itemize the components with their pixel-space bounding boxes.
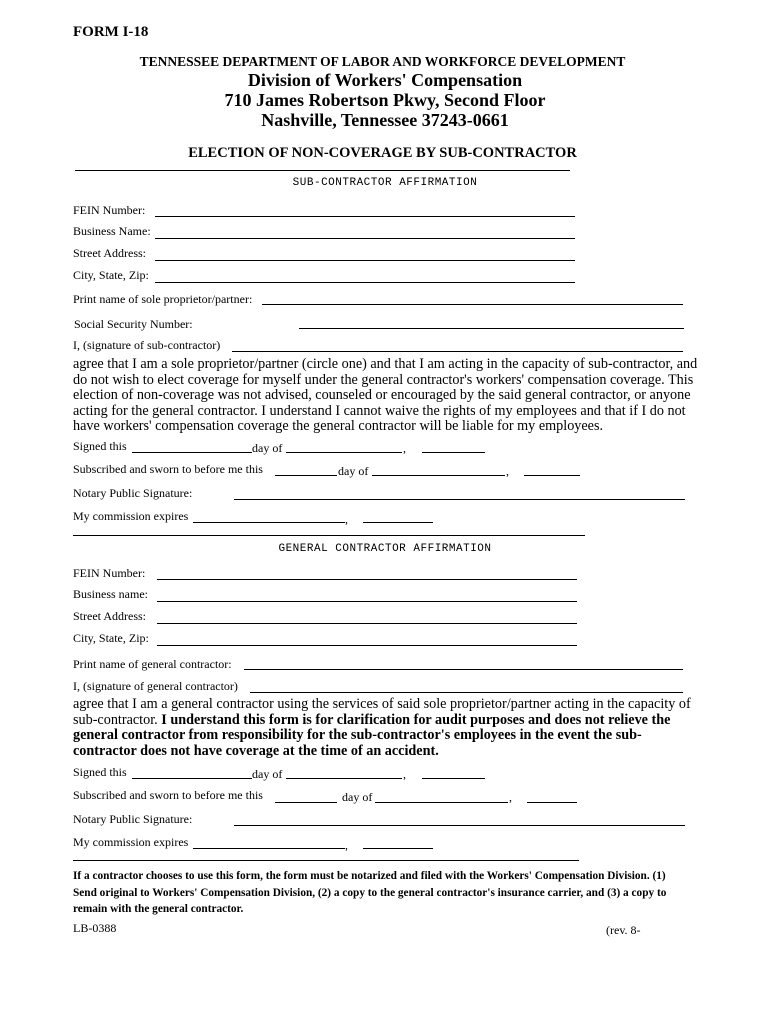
division-name: Division of Workers' Compensation: [247, 70, 523, 90]
sub-notary-field[interactable]: [234, 499, 685, 500]
sub-subscribed-day-field[interactable]: [275, 475, 337, 476]
division-street: 710 James Robertson Pkwy, Second Floor: [224, 90, 546, 110]
sub-print-name-label: Print name of sole proprietor/partner:: [73, 292, 253, 306]
sub-ssn-field[interactable]: [299, 328, 684, 329]
sub-street-label: Street Address:: [73, 246, 146, 260]
sub-signed-year-field[interactable]: [422, 452, 485, 453]
sub-business-label: Business Name:: [73, 224, 151, 238]
section-divider: [73, 535, 585, 536]
sub-city-field[interactable]: [155, 282, 575, 283]
gen-city-field[interactable]: [157, 645, 577, 646]
gen-notary-label: Notary Public Signature:: [73, 812, 193, 826]
footer-divider: [73, 860, 579, 861]
gen-commission-date-field[interactable]: [193, 848, 345, 849]
sub-city-label: City, State, Zip:: [73, 268, 149, 282]
sub-subscribed-label: Subscribed and sworn to before me this: [73, 462, 263, 476]
gen-notary-field[interactable]: [234, 825, 685, 826]
sub-notary-label: Notary Public Signature:: [73, 486, 193, 500]
form-title: ELECTION OF NON-COVERAGE BY SUB-CONTRACTOR: [188, 145, 577, 161]
gen-subscribed-day-of-label: day of: [342, 790, 373, 804]
sub-subscribed-day-of-label: day of: [338, 464, 369, 478]
sub-street-field[interactable]: [155, 260, 575, 261]
division-city: Nashville, Tennessee 37243-0661: [261, 110, 509, 130]
sub-subscribed-comma: ,: [506, 464, 509, 478]
form-id: FORM I-18: [73, 24, 149, 40]
gen-subscribed-day-field[interactable]: [275, 802, 337, 803]
gen-print-name-label: Print name of general contractor:: [73, 657, 232, 671]
sub-signed-day-field[interactable]: [132, 452, 252, 453]
gen-commission-comma: ,: [345, 838, 348, 852]
sub-subscribed-year-field[interactable]: [524, 475, 580, 476]
gen-commission-label: My commission expires: [73, 835, 189, 849]
form-code: LB-0388: [73, 921, 117, 935]
gen-subscribed-label: Subscribed and sworn to before me this: [73, 788, 263, 802]
sub-fein-field[interactable]: [155, 216, 575, 217]
gen-paragraph-plain: agree that I am a general contractor using the services of said sole proprietor/partner acting in the capacity of sub-contractor.: [73, 696, 691, 728]
sub-subscribed-month-field[interactable]: [372, 475, 505, 476]
sub-signature-label: I, (signature of sub-contractor): [73, 338, 221, 352]
sub-affirmation-paragraph: agree that I am a sole proprietor/partner (circle one) and that I am acting in the capacity of sub-contractor, and do not wish to elect coverage for myself under the general contractor's workers' compensation coverage. This election of non-coverage was not advised, counseled or encouraged by the said general contractor, or anyone acting for the general contractor. I understand I cannot waive the rights of my employees and that if I do not have workers' compensation coverage the general contractor will be liable for my employees.: [73, 356, 698, 434]
gen-print-name-field[interactable]: [244, 669, 683, 670]
gen-section-heading: GENERAL CONTRACTOR AFFIRMATION: [278, 543, 492, 555]
sub-signed-comma: ,: [403, 441, 406, 455]
gen-business-field[interactable]: [157, 601, 577, 602]
gen-commission-year-field[interactable]: [363, 848, 433, 849]
sub-day-of-label: day of: [252, 441, 283, 455]
gen-affirmation-paragraph: [73, 697, 703, 759]
gen-signed-this-label: Signed this: [73, 765, 127, 779]
revision-note: (rev. 8-: [606, 923, 641, 937]
department-name: TENNESSEE DEPARTMENT OF LABOR AND WORKFORCE DEVELOPMENT: [139, 54, 626, 69]
gen-city-label: City, State, Zip:: [73, 631, 149, 645]
sub-commission-comma: ,: [345, 512, 348, 526]
sub-fein-label: FEIN Number:: [73, 203, 146, 217]
filing-instructions: If a contractor chooses to use this form, the form must be notarized and filed with the Workers' Compensation Division. (1) Send original to Workers' Compensation Division, (2) a copy to the general contractor's insurance carrier, and (3) a copy to remain with the general contractor.: [73, 870, 667, 915]
gen-signed-comma: ,: [403, 767, 406, 781]
sub-commission-label: My commission expires: [73, 509, 189, 523]
gen-fein-label: FEIN Number:: [73, 566, 146, 580]
gen-subscribed-comma: ,: [509, 790, 512, 804]
gen-business-label: Business name:: [73, 587, 148, 601]
sub-signed-this-label: Signed this: [73, 439, 127, 453]
sub-print-name-field[interactable]: [262, 304, 683, 305]
sub-ssn-label: Social Security Number:: [74, 317, 193, 331]
sub-commission-year-field[interactable]: [363, 522, 433, 523]
gen-signature-field[interactable]: [250, 692, 683, 693]
gen-signed-day-field[interactable]: [132, 778, 252, 779]
gen-subscribed-month-field[interactable]: [375, 802, 508, 803]
gen-paragraph-bold: I understand this form is for clarification for audit purposes and does not relieve the general contractor from responsibility for the sub-contractor's employees in the event the sub-contractor does not have coverage at the time of an accident.: [73, 711, 671, 759]
gen-street-label: Street Address:: [73, 609, 146, 623]
gen-street-field[interactable]: [157, 623, 577, 624]
gen-subscribed-year-field[interactable]: [527, 802, 577, 803]
gen-fein-field[interactable]: [157, 579, 577, 580]
sub-business-field[interactable]: [155, 238, 575, 239]
sub-signature-field[interactable]: [232, 351, 683, 352]
sub-commission-date-field[interactable]: [193, 522, 345, 523]
gen-signed-year-field[interactable]: [422, 778, 485, 779]
gen-signature-label: I, (signature of general contractor): [73, 679, 238, 693]
gen-day-of-label: day of: [252, 767, 283, 781]
gen-signed-month-field[interactable]: [286, 778, 402, 779]
sub-section-heading: SUB-CONTRACTOR AFFIRMATION: [292, 177, 478, 189]
title-rule: [75, 170, 570, 171]
sub-signed-month-field[interactable]: [286, 452, 402, 453]
